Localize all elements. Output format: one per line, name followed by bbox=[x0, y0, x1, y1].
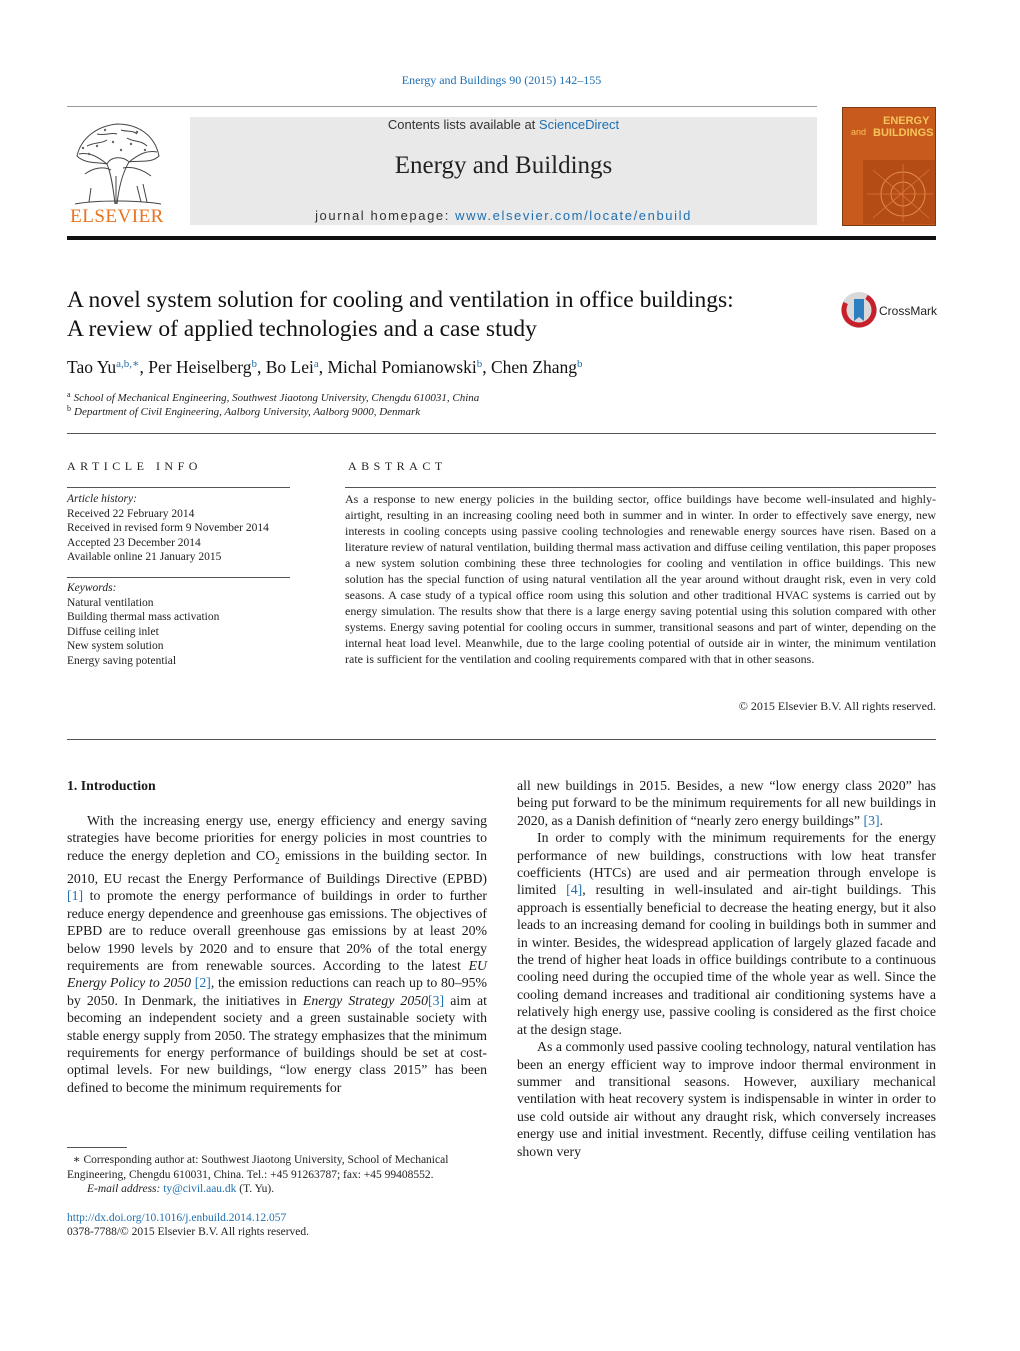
author[interactable]: Michal Pomianowski bbox=[327, 357, 477, 377]
email-link[interactable]: ty@civil.aau.dk bbox=[163, 1183, 237, 1195]
text-run: In order to comply with the minimum requirements for the energy performance of new buildings, constructions with low heat transfer coefficients (HTCs) are used and air permeation through envelope is limited bbox=[517, 830, 936, 898]
author[interactable]: Chen Zhang bbox=[490, 357, 578, 377]
abstract-copyright: © 2015 Elsevier B.V. All rights reserved. bbox=[738, 699, 936, 713]
history-item: Received in revised form 9 November 2014 bbox=[67, 522, 269, 534]
body-paragraph bbox=[517, 829, 936, 1038]
keyword: Energy saving potential bbox=[67, 654, 177, 667]
author-affiliation-mark[interactable]: a,b,∗ bbox=[116, 358, 140, 370]
author[interactable]: Tao Yu bbox=[67, 357, 117, 377]
body-paragraph bbox=[67, 812, 487, 1096]
article-title bbox=[67, 286, 837, 344]
body-paragraph: As a commonly used passive cooling technology, natural ventilation has been an energy efficient way to improve indoor thermal environment in summer and transitional seasons. However, auxiliary mechanical ventilation with heat recovery system is indispensable in winter in order to use cold outside air without any draught risk, which conversely increases energy use and initial investment. Recently, diffuse ceiling ventilation has shown very bbox=[517, 1039, 936, 1159]
keyword: Diffuse ceiling inlet bbox=[67, 625, 159, 638]
footnote-rule bbox=[67, 1147, 127, 1148]
keyword: Natural ventilation bbox=[67, 596, 154, 609]
text-run: . bbox=[879, 812, 884, 828]
text-run: , resulting in well-insulated and air-tight buildings. This approach is essentially beneficial to decrease the heating energy, but it also leads to an increasing demand for cooling in buildings both in summer and in winter. Besides, the widespread application of largely glazed facade and the trend of higher heat loads in office buildings contribute to a continuous cooling need during the occupied time of the whole year as well. Since the cooling demand increases and traditional air conditioning systems have a relatively high energy use, passive cooling is considered as the first choice at the design stage. bbox=[517, 882, 936, 1037]
footnote-star: ∗ bbox=[72, 1154, 81, 1166]
cover-artwork bbox=[863, 160, 935, 224]
keywords-label: Keywords: bbox=[67, 582, 117, 594]
citation-link[interactable]: [1] bbox=[67, 888, 84, 904]
title-line-2: A review of applied technologies and a case study bbox=[67, 316, 537, 342]
section-rule bbox=[67, 433, 936, 434]
crossmark-label[interactable]: CrossMark bbox=[879, 304, 938, 318]
email-suffix: (T. Yu). bbox=[236, 1183, 275, 1195]
homepage-link[interactable]: www.elsevier.com/locate/enbuild bbox=[455, 208, 692, 223]
text-run: to promote the energy performance of buildings in order to further reduce energy dependence and greenhouse gas emissions. The objectives of EPBD are to reduce overall greenhouse gas emissions by at least 20% below 1990 levels by 2020 and to ensure that 20% of the total energy requirements are from renewable sources. According to the latest bbox=[67, 888, 487, 973]
keywords-list bbox=[67, 581, 292, 668]
sciencedirect-link[interactable]: ScienceDirect bbox=[538, 117, 620, 132]
text-run: aim at becoming an independent society and a green sustainable society with stable energy supply from 2050. The strategy emphasizes that the minimum requirements for energy performance of buildings should be set at cost-optimal levels. For new buildings, “low energy class 2015” has been defined to become the minimum requirements for bbox=[67, 992, 487, 1095]
italic-text: Energy Strategy 2050 bbox=[302, 992, 429, 1008]
contents-prefix: Contents lists available at bbox=[387, 117, 539, 132]
article-info-heading: ARTICLE INFO bbox=[67, 459, 202, 473]
citation-link[interactable]: [3] bbox=[428, 992, 445, 1008]
abstract-text: As a response to new energy policies in the building sector, office buildings have become well-insulated and highly-airtight, resulting in an increasing cooling need both in summer and in winter. In order to effectively save energy, new interests in cooling concepts using passive cooling technologies and renewable energy sources have risen. Based on a literature review of natural ventilation, building thermal mass activation and diffuse ceiling ventilation, this paper proposes a new system solution combining these three technologies for cooling and ventilation in office buildings. This new solution has the special function of using natural ventilation all the year around without draught risk, even in very cold seasons. A case study of a typical office room using this solution and other traditional HVAC systems is carried out by energy simulation. The results show that there is a large energy saving potential using this solution compared with other systems. Energy saving potential for cooling occurs in summer, transitional seasons and part of winter, depending on the internal heat load level. Meanwhile, due to the large cooling potential of outside air in winter, the minimum ventilation rate is sufficient for the ventilation and cooling requirements compared with that in other seasons. bbox=[345, 492, 936, 666]
history-item: Accepted 23 December 2014 bbox=[67, 536, 201, 549]
text-run: all new buildings in 2015. Besides, a new “low energy class 2020” has being put forward to be the minimum requirements for all new buildings in 2020, as a Danish definition of “nearly zero energy buildings” bbox=[517, 778, 936, 828]
affiliation-a bbox=[67, 390, 479, 404]
section-heading-introduction: 1. Introduction bbox=[67, 778, 156, 793]
email-label: E-mail address: bbox=[87, 1183, 164, 1195]
affiliation-b bbox=[67, 404, 420, 418]
article-info-rule bbox=[67, 487, 290, 488]
corresponding-author-footnote bbox=[67, 1153, 497, 1197]
author-separator: , bbox=[318, 357, 328, 377]
contents-available-line bbox=[190, 117, 817, 132]
cover-buildings-text: BUILDINGS bbox=[873, 127, 934, 139]
doi-link[interactable]: http://dx.doi.org/10.1016/j.enbuild.2014.12.057 bbox=[67, 1212, 287, 1224]
citation-link[interactable]: [3] bbox=[863, 812, 880, 828]
affiliation-text: School of Mechanical Engineering, Southwest Jiaotong University, Chengdu 610031, China bbox=[73, 392, 480, 404]
journal-name: Energy and Buildings bbox=[394, 152, 613, 179]
history-label: Article history: bbox=[67, 493, 137, 505]
text-run: With the increasing energy use, energy efficiency and energy saving strategies have become priorities for energy policies in most countries to reduce the energy depletion and CO bbox=[67, 813, 487, 863]
author-affiliation-mark[interactable]: b bbox=[251, 358, 257, 370]
cover-and-text: and bbox=[851, 127, 867, 137]
keyword: New system solution bbox=[67, 640, 164, 652]
author-affiliation-mark[interactable]: a bbox=[313, 358, 319, 370]
history-item: Available online 21 January 2015 bbox=[67, 551, 222, 563]
footnote-body: Corresponding author at: Southwest Jiaotong University, School of Mechanical Engineering, Chengdu 610031, China. Tel.: +45 91263787; fax: +45 99408552. bbox=[67, 1154, 449, 1181]
author[interactable]: Per Heiselberg bbox=[148, 357, 252, 377]
author-separator: , bbox=[482, 357, 491, 377]
journal-cover-thumbnail[interactable] bbox=[842, 107, 936, 226]
history-item: Received 22 February 2014 bbox=[67, 507, 195, 520]
affiliation-text: Department of Civil Engineering, Aalborg University, Aalborg 9000, Denmark bbox=[74, 406, 421, 418]
citation-link[interactable]: [4] bbox=[566, 882, 583, 898]
body-paragraph bbox=[517, 777, 936, 829]
author-affiliation-mark[interactable]: b bbox=[476, 358, 483, 370]
text-run: , the emission reductions can reach up to 80–95% by 2050. In Denmark, the initiatives in bbox=[67, 975, 488, 1008]
journal-homepage-line bbox=[190, 208, 817, 223]
title-line-1: A novel system solution for cooling and ventilation in office buildings: bbox=[67, 287, 734, 313]
header-rule bbox=[67, 106, 817, 107]
body-column-left bbox=[67, 812, 487, 1096]
body-column-right bbox=[517, 777, 936, 1160]
elsevier-wordmark: ELSEVIER bbox=[70, 206, 164, 227]
homepage-prefix: journal homepage: bbox=[315, 208, 456, 223]
author[interactable]: Bo Lei bbox=[265, 357, 314, 377]
journal-citation[interactable]: Energy and Buildings 90 (2015) 142–155 bbox=[401, 73, 602, 87]
footnote-text bbox=[67, 1153, 497, 1182]
abstract-bottom-rule bbox=[67, 739, 936, 740]
subscript: 2 bbox=[275, 855, 280, 866]
author-separator: , bbox=[139, 357, 149, 377]
keywords-rule bbox=[67, 577, 290, 578]
keyword: Building thermal mass activation bbox=[67, 611, 220, 623]
author-list bbox=[67, 357, 927, 378]
footnote-email-line bbox=[67, 1182, 497, 1197]
affiliation-mark: a bbox=[67, 390, 71, 399]
cover-energy-text: ENERGY bbox=[883, 115, 930, 127]
article-history bbox=[67, 492, 292, 565]
issn-copyright: 0378-7788/© 2015 Elsevier B.V. All rights reserved. bbox=[67, 1226, 310, 1238]
header-thick-rule bbox=[67, 236, 936, 240]
author-separator: , bbox=[256, 357, 266, 377]
abstract-heading: ABSTRACT bbox=[348, 459, 447, 473]
italic-text: EU Energy Policy to 2050 bbox=[67, 958, 487, 991]
affiliation-mark: b bbox=[67, 404, 71, 413]
text-run: emissions in the building sector. In 2010, EU recast the Energy Performance of Buildings Directive (EPBD) bbox=[67, 847, 487, 886]
abstract-rule bbox=[345, 487, 936, 488]
author-affiliation-mark[interactable]: b bbox=[577, 358, 583, 370]
citation-link[interactable]: [2] bbox=[194, 975, 211, 991]
